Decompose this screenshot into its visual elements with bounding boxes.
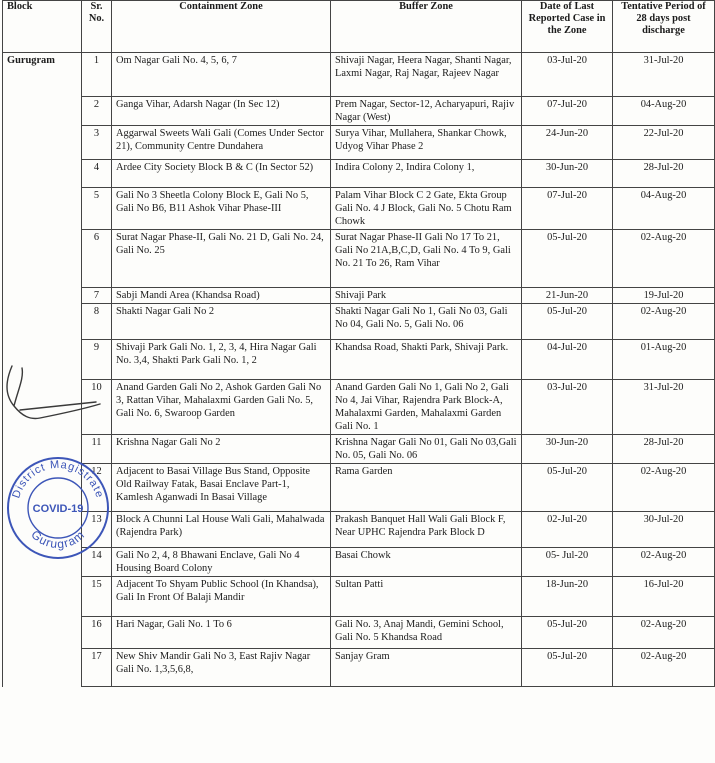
table-row: [3, 649, 715, 687]
last-reported-case-cell: 05-Jul-20: [522, 230, 613, 288]
table-row: [3, 188, 715, 230]
containment-zone-cell: Sabji Mandi Area (Khandsa Road): [112, 288, 331, 304]
containment-zone-cell: Anand Garden Gali No 2, Ashok Garden Gali No 3, Rattan Vihar, Mahalaxmi Garden Gali No. 5, Gali No. 6, Swaroop Garden: [112, 380, 331, 435]
sr-no-cell: 8: [82, 304, 112, 340]
containment-zone-cell: Surat Nagar Phase-II, Gali No. 21 D, Gali No. 24, Gali No. 25: [112, 230, 331, 288]
tentative-period-cell: 28-Jul-20: [613, 160, 715, 188]
sr-no-cell: 10: [82, 380, 112, 435]
containment-zone-cell: Adjacent to Basai Village Bus Stand, Opposite Old Railway Fatak, Basai Enclave Part-1, Kamlesh Aganwadi In Basai Village: [112, 464, 331, 512]
tentative-period-cell: 02-Aug-20: [613, 304, 715, 340]
sr-no-cell: 7: [82, 288, 112, 304]
tentative-period-cell: 28-Jul-20: [613, 435, 715, 464]
header-buffer-zone: Buffer Zone: [331, 1, 522, 53]
sr-no-cell: 17: [82, 649, 112, 687]
buffer-zone-cell: Sultan Patti: [331, 577, 522, 617]
sr-no-cell: 12: [82, 464, 112, 512]
table-row: [3, 160, 715, 188]
sr-no-cell: 11: [82, 435, 112, 464]
tentative-period-cell: 01-Aug-20: [613, 340, 715, 380]
table-row: [3, 617, 715, 649]
sr-no-cell: 1: [82, 53, 112, 97]
block-cell: [3, 649, 82, 687]
stamp-bottom-text: Gurugram: [28, 527, 88, 552]
containment-zone-cell: Shakti Nagar Gali No 2: [112, 304, 331, 340]
tentative-period-cell: 02-Aug-20: [613, 548, 715, 577]
table-row: [3, 304, 715, 340]
tentative-period-cell: 04-Aug-20: [613, 188, 715, 230]
block-cell: [3, 617, 82, 649]
last-reported-case-cell: 05-Jul-20: [522, 617, 613, 649]
last-reported-case-cell: 05- Jul-20: [522, 548, 613, 577]
buffer-zone-cell: Indira Colony 2, Indira Colony 1,: [331, 160, 522, 188]
table-row: [3, 53, 715, 97]
header-tentative-period: Tentative Period of 28 days post discharge: [613, 1, 715, 53]
containment-zone-cell: Hari Nagar, Gali No. 1 To 6: [112, 617, 331, 649]
block-cell: [3, 188, 82, 230]
containment-zone-cell: Gali No 2, 4, 8 Bhawani Enclave, Gali No 4 Housing Board Colony: [112, 548, 331, 577]
last-reported-case-cell: 21-Jun-20: [522, 288, 613, 304]
last-reported-case-cell: 07-Jul-20: [522, 97, 613, 126]
table-row: [3, 97, 715, 126]
buffer-zone-cell: Surat Nagar Phase-II Gali No 17 To 21, Gali No 21A,B,C,D, Gali No. 4 To 9, Gali No. 21 To 26, Ram Vihar: [331, 230, 522, 288]
sr-no-cell: 2: [82, 97, 112, 126]
buffer-zone-cell: Basai Chowk: [331, 548, 522, 577]
table-row: [3, 435, 715, 464]
buffer-zone-cell: Shakti Nagar Gali No 1, Gali No 03, Gali No 04, Gali No. 5, Gali No. 06: [331, 304, 522, 340]
block-cell: [3, 230, 82, 288]
last-reported-case-cell: 05-Jul-20: [522, 464, 613, 512]
last-reported-case-cell: 30-Jun-20: [522, 435, 613, 464]
table-row: [3, 340, 715, 380]
block-cell: [3, 160, 82, 188]
stamp-center-text: COVID-19: [32, 503, 84, 515]
block-cell: [3, 288, 82, 304]
table-header-row: [3, 1, 715, 53]
tentative-period-cell: 30-Jul-20: [613, 512, 715, 548]
buffer-zone-cell: Krishna Nagar Gali No 01, Gali No 03,Gali No. 05, Gali No. 06: [331, 435, 522, 464]
table-row: [3, 512, 715, 548]
block-cell: [3, 340, 82, 380]
block-cell: [3, 464, 82, 512]
block-cell: [3, 97, 82, 126]
sr-no-cell: 6: [82, 230, 112, 288]
block-cell: [3, 126, 82, 160]
block-cell: [3, 380, 82, 435]
table-row: [3, 548, 715, 577]
table-row: [3, 288, 715, 304]
last-reported-case-cell: 02-Jul-20: [522, 512, 613, 548]
containment-zone-cell: Ganga Vihar, Adarsh Nagar (In Sec 12): [112, 97, 331, 126]
header-last-reported-case: Date of Last Reported Case in the Zone: [522, 1, 613, 53]
containment-zone-cell: Krishna Nagar Gali No 2: [112, 435, 331, 464]
table-row: [3, 230, 715, 288]
stamp-top-text: District Magistrate: [10, 458, 106, 500]
block-cell: [3, 548, 82, 577]
block-cell: [3, 304, 82, 340]
containment-zone-cell: New Shiv Mandir Gali No 3, East Rajiv Nagar Gali No. 1,3,5,6,8,: [112, 649, 331, 687]
buffer-zone-cell: Khandsa Road, Shakti Park, Shivaji Park.: [331, 340, 522, 380]
sr-no-cell: 5: [82, 188, 112, 230]
block-cell: [3, 577, 82, 617]
last-reported-case-cell: 05-Jul-20: [522, 649, 613, 687]
header-sr-no: Sr. No.: [82, 1, 112, 53]
containment-zone-cell: Block A Chunni Lal House Wali Gali, Mahalwada (Rajendra Park): [112, 512, 331, 548]
block-cell: [3, 435, 82, 464]
sr-no-cell: 16: [82, 617, 112, 649]
last-reported-case-cell: 24-Jun-20: [522, 126, 613, 160]
table-row: [3, 577, 715, 617]
tentative-period-cell: 02-Aug-20: [613, 617, 715, 649]
buffer-zone-cell: Prem Nagar, Sector-12, Acharyapuri, Rajiv Nagar (West): [331, 97, 522, 126]
block-cell: Gurugram: [3, 53, 82, 97]
sr-no-cell: 15: [82, 577, 112, 617]
table-row: [3, 380, 715, 435]
containment-zone-cell: Gali No 3 Sheetla Colony Block E, Gali No 5, Gali No B6, B11 Ashok Vihar Phase-III: [112, 188, 331, 230]
tentative-period-cell: 16-Jul-20: [613, 577, 715, 617]
sr-no-cell: 4: [82, 160, 112, 188]
last-reported-case-cell: 18-Jun-20: [522, 577, 613, 617]
tentative-period-cell: 04-Aug-20: [613, 97, 715, 126]
last-reported-case-cell: 03-Jul-20: [522, 380, 613, 435]
buffer-zone-cell: Surya Vihar, Mullahera, Shankar Chowk, Udyog Vihar Phase 2: [331, 126, 522, 160]
tentative-period-cell: 22-Jul-20: [613, 126, 715, 160]
containment-zone-cell: Aggarwal Sweets Wali Gali (Comes Under Sector 21), Community Centre Dundahera: [112, 126, 331, 160]
tentative-period-cell: 02-Aug-20: [613, 649, 715, 687]
tentative-period-cell: 31-Jul-20: [613, 53, 715, 97]
sr-no-cell: 14: [82, 548, 112, 577]
tentative-period-cell: 02-Aug-20: [613, 464, 715, 512]
sr-no-cell: 13: [82, 512, 112, 548]
buffer-zone-cell: Shivaji Park: [331, 288, 522, 304]
last-reported-case-cell: 05-Jul-20: [522, 304, 613, 340]
buffer-zone-cell: Anand Garden Gali No 1, Gali No 2, Gali No 4, Jai Vihar, Rajendra Park Block-A, Mahalaxmi Garden, Mahalaxmi Garden Gali No. 1: [331, 380, 522, 435]
sr-no-cell: 9: [82, 340, 112, 380]
containment-zone-table: [2, 0, 715, 687]
last-reported-case-cell: 03-Jul-20: [522, 53, 613, 97]
header-block: Block: [3, 1, 82, 53]
containment-zone-cell: Om Nagar Gali No. 4, 5, 6, 7: [112, 53, 331, 97]
header-containment-zone: Containment Zone: [112, 1, 331, 53]
last-reported-case-cell: 04-Jul-20: [522, 340, 613, 380]
buffer-zone-cell: Sanjay Gram: [331, 649, 522, 687]
tentative-period-cell: 19-Jul-20: [613, 288, 715, 304]
table-row: [3, 464, 715, 512]
buffer-zone-cell: Gali No. 3, Anaj Mandi, Gemini School, Gali No. 5 Khandsa Road: [331, 617, 522, 649]
last-reported-case-cell: 30-Jun-20: [522, 160, 613, 188]
buffer-zone-cell: Palam Vihar Block C 2 Gate, Ekta Group Gali No. 4 J Block, Gali No. 5 Chotu Ram Chowk: [331, 188, 522, 230]
containment-zone-cell: Ardee City Society Block B & C (In Sector 52): [112, 160, 331, 188]
buffer-zone-cell: Prakash Banquet Hall Wali Gali Block F, Near UPHC Rajendra Park Block D: [331, 512, 522, 548]
tentative-period-cell: 31-Jul-20: [613, 380, 715, 435]
sr-no-cell: 3: [82, 126, 112, 160]
block-cell: [3, 512, 82, 548]
containment-zone-cell: Adjacent To Shyam Public School (In Khandsa), Gali In Front Of Balaji Mandir: [112, 577, 331, 617]
buffer-zone-cell: Rama Garden: [331, 464, 522, 512]
table-body: [3, 53, 715, 687]
containment-zone-cell: Shivaji Park Gali No. 1, 2, 3, 4, Hira Nagar Gali No. 3,4, Shakti Park Gali No. 1, 2: [112, 340, 331, 380]
last-reported-case-cell: 07-Jul-20: [522, 188, 613, 230]
table-row: [3, 126, 715, 160]
tentative-period-cell: 02-Aug-20: [613, 230, 715, 288]
buffer-zone-cell: Shivaji Nagar, Heera Nagar, Shanti Nagar, Laxmi Nagar, Raj Nagar, Rajeev Nagar: [331, 53, 522, 97]
